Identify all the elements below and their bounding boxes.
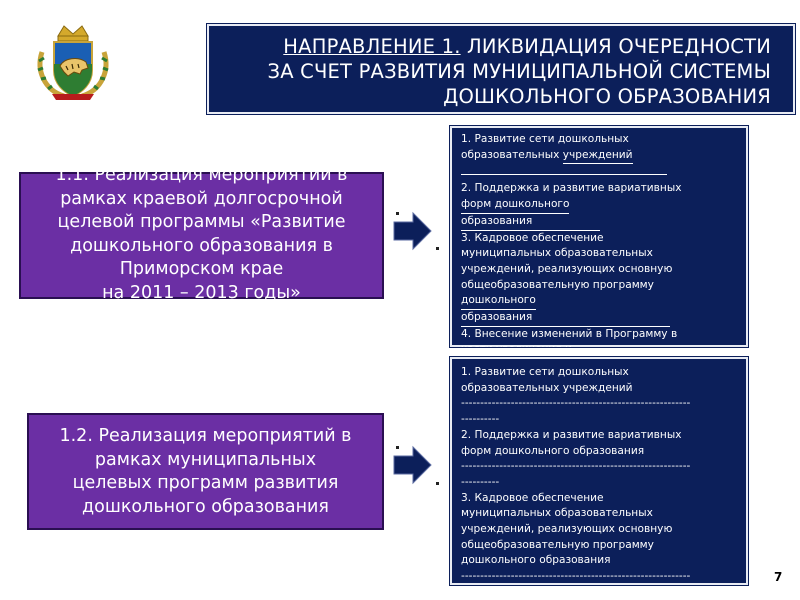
list-text: дошкольного образования xyxy=(461,554,611,567)
section-1-1-line: на 2011 – 2013 годы» xyxy=(102,282,301,303)
list-text: 2. Поддержка и развитие вариативных xyxy=(461,428,682,441)
list-text: 3. Кадровое обеспечение xyxy=(461,231,604,244)
section-1-1-line: дошкольного образования в xyxy=(70,235,333,256)
bullet-dot xyxy=(436,482,439,485)
list-item xyxy=(461,231,738,327)
dashed-separator: ------------------------------------------------------------ xyxy=(461,397,691,410)
list-text: образовательных xyxy=(461,148,563,161)
list-text-underlined: форм дошкольного xyxy=(461,197,569,214)
slide-title-box xyxy=(207,24,795,114)
list-text-underlined: образования xyxy=(461,310,670,327)
list-text: 1. Развитие сети дошкольных xyxy=(461,133,629,145)
list-item xyxy=(461,428,738,491)
section-1-2-line: дошкольного образования xyxy=(82,496,329,517)
list-text: 3. Кадровое обеспечение xyxy=(461,491,604,504)
list-item xyxy=(461,491,738,585)
list-item xyxy=(461,132,738,164)
dashed-separator: ---------- xyxy=(461,475,500,488)
list-text: образовательных учреждений xyxy=(461,381,633,394)
title-line2: ЗА СЧЕТ РАЗВИТИЯ МУНИЦИПАЛЬНОЙ СИСТЕМЫ xyxy=(267,60,771,83)
list-text: учреждений, реализующих основную xyxy=(461,262,673,275)
section-1-1-measures-list xyxy=(450,126,748,356)
list-text: муниципальных образовательных xyxy=(461,507,653,520)
list-text: общеобразовательную программу xyxy=(461,538,654,551)
page-number: 7 xyxy=(774,570,783,584)
section-1-1-box xyxy=(19,165,384,303)
bullet-dot xyxy=(436,247,439,250)
list-text: 1. Развитие сети дошкольных xyxy=(461,366,629,378)
section-1-2-line: целевых программ развития xyxy=(72,473,339,493)
section-1-1-line: 1.1. Реализация мероприятий в xyxy=(55,165,348,185)
section-1-1-line: Приморском крае xyxy=(119,259,284,279)
list-text: учреждений, реализующих основную xyxy=(461,523,673,536)
arrow-right-icon xyxy=(393,445,433,485)
section-1-1-line: рамках краевой долгосрочной xyxy=(60,188,343,209)
list-item xyxy=(461,365,738,428)
section-1-2-measures-list xyxy=(450,357,748,585)
section-1-1-line: целевой программы «Развитие xyxy=(57,212,346,232)
bullet-dot xyxy=(396,212,399,215)
bullet-dot xyxy=(396,446,399,449)
section-1-2-box xyxy=(27,413,384,530)
list-item xyxy=(461,181,738,230)
list-text: 4. Внесение изменений в Программу в xyxy=(461,327,678,340)
dashed-separator: ---------- xyxy=(461,413,500,426)
dashed-separator: ------------------------------------------------------------ xyxy=(461,570,691,583)
list-text-underlined: образования xyxy=(461,214,600,231)
separator-line xyxy=(461,174,667,175)
coat-of-arms-emblem xyxy=(34,22,112,102)
section-1-2-line: 1.2. Реализация мероприятий в xyxy=(59,426,352,446)
list-text: 2. Поддержка и развитие вариативных xyxy=(461,182,682,195)
arrow-right-icon xyxy=(393,211,433,251)
list-text: форм дошкольного образования xyxy=(461,444,645,457)
list-text-underlined: дошкольного xyxy=(461,293,536,310)
list-text-underlined: учреждений xyxy=(563,148,633,165)
list-text: части увеличения и xyxy=(461,343,572,356)
section-1-2-line: рамках муниципальных xyxy=(94,449,317,470)
list-text: общеобразовательную программу xyxy=(461,278,654,291)
list-text: муниципальных образовательных xyxy=(461,247,653,260)
title-line1: ЛИКВИДАЦИЯ ОЧЕРЕДНОСТИ xyxy=(460,35,771,58)
title-direction-label: НАПРАВЛЕНИЕ 1. xyxy=(283,35,461,58)
title-line3: ДОШКОЛЬНОГО ОБРАЗОВАНИЯ xyxy=(443,85,771,108)
list-item xyxy=(461,327,738,358)
dashed-separator: ------------------------------------------------------------ xyxy=(461,460,691,473)
